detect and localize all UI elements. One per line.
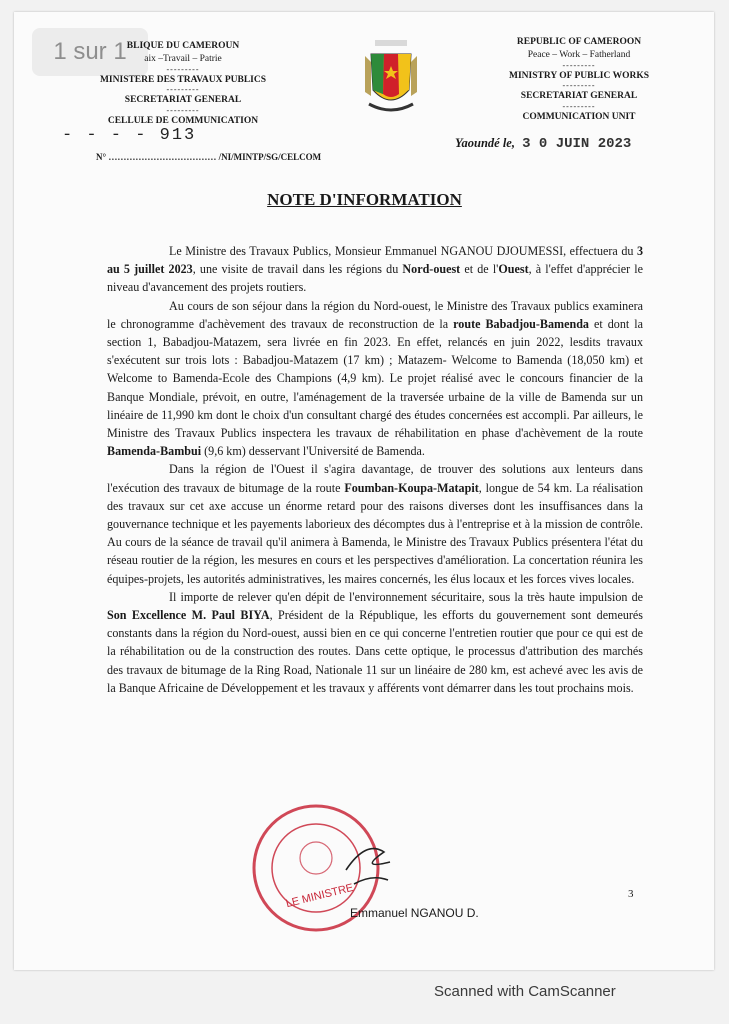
paragraph-2: Au cours de son séjour dans la région du Nord-ouest, le Ministre des Travaux publics examinera le chronogramme d'achèvement des travaux de reconstruction de la route Babadjou-Bamenda et dont la section 1, Babadjou-Matazem, sera livrée en fin 2023. En effet, relancés en juin 2022, lesdits travaux s'exécutent sur trois lots : Babadjou-Matazem (17 km) ; Matazem- Welcome to Bamenda (18,050 km) et Welcome to Bamenda-Ecole des Champions (4,9 km). Le projet réalisé avec le concours financier de la Banque Mondiale, prévoit, en outre, l'aménagement de la traversée urbaine de la ville de Bamenda sur un linéaire de 11,990 km dont le choix d'un consultant chargé des études concernées est accompli. Par ailleurs, le Ministre des Travaux Publics inspectera les travaux de réhabilitation en phase d'achèvement de la route Bamenda-Bambui (9,6 km) desservant l'Université de Bamenda. bbox=[107, 298, 643, 459]
reference-dots: ……………………………… bbox=[108, 152, 217, 162]
date-value: 3 0 JUIN 2023 bbox=[522, 136, 632, 152]
coat-of-arms-icon bbox=[355, 40, 427, 120]
date-line bbox=[455, 136, 631, 152]
header-right-republic: REPUBLIC OF CAMEROON bbox=[516, 37, 642, 47]
header-right-ministry: MINISTRY OF PUBLIC WORKS bbox=[509, 70, 649, 81]
page-indicator: 1 sur 1 bbox=[32, 28, 148, 76]
header-right-unit: COMMUNICATION UNIT bbox=[522, 112, 636, 123]
header-left-line2: aix –Travail – Patrie bbox=[144, 53, 222, 64]
header-left bbox=[88, 40, 278, 128]
document-body bbox=[107, 242, 643, 697]
date-place: Yaoundé le, bbox=[455, 136, 515, 150]
paragraph-4: Il importe de relever qu'en dépit de l'environnement sécuritaire, sous la très haute impulsion de Son Excellence M. Paul BIYA, Président de la République, les efforts du gouvernement sont demeurés constants dans la région du Nord-ouest, aussi bien en ce qui concerne l'entretien routier que pour ce qui est de la réhabilitation ou de la construction des routes. Dans cette optique, le processus d'attribution des marchés des travaux de bitumage de la Ring Road, Nationale 11 sur un linéaire de 280 km, est achevé avec les avis de la Banque Africaine de Développement et les travaux y afférents vont démarrer dans les tout prochains mois. bbox=[107, 589, 643, 695]
header-right-sep3: --------- bbox=[562, 102, 596, 112]
stamp-text: LE MINISTRE bbox=[284, 881, 355, 911]
header-left-sep2: --------- bbox=[166, 85, 200, 95]
reference-number: - - - - 913 bbox=[62, 126, 197, 145]
header-left-unit: CELLULE DE COMMUNICATION bbox=[107, 116, 259, 127]
reference-suffix: /NI/MINTP/SG/CELCOM bbox=[218, 152, 322, 162]
header-left-sep3: --------- bbox=[166, 106, 200, 116]
scanner-watermark: Scanned with CamScanner bbox=[434, 983, 616, 1000]
document-title: NOTE D'INFORMATION bbox=[267, 190, 462, 209]
reference-prefix: N° bbox=[96, 152, 107, 162]
signatory-name: Emmanuel NGANOU D. bbox=[350, 906, 479, 920]
header-right-motto: Peace – Work – Fatherland bbox=[527, 49, 631, 60]
header-left-secretariat: SECRETARIAT GENERAL bbox=[124, 95, 242, 106]
reference-line bbox=[96, 152, 321, 162]
paragraph-3: Dans la région de l'Ouest il s'agira davantage, de trouver des solutions aux lenteurs dans l'exécution des travaux de bitumage de la route Foumban-Koupa-Matapit, longue de 54 km. La réalisation des travaux sur cet axe accuse un énorme retard pour des raisons diverses dont les insuffisances dans la gouvernance technique et les payements laborieux des décomptes dus à l'entreprise et à la mission de contrôle. Au cours de la séance de travail qu'il animera à Bamenda, le Ministre des Travaux Publics présentera l'état du réseau routier de la région, les mesures en cours et les perspectives d'amélioration. La concertation réunira les équipes-projets, les autorités administratives, les maires concernés, les élus locaux et les forces vives locales. bbox=[107, 462, 643, 586]
header-right bbox=[494, 36, 664, 124]
header-right-sep1: --------- bbox=[562, 60, 596, 70]
header-left-ministry: MINISTERE DES TRAVAUX PUBLICS bbox=[99, 74, 267, 85]
header-left-sep1: --------- bbox=[166, 64, 200, 74]
page-number: 3 bbox=[628, 888, 634, 900]
header-right-secretariat: SECRETARIAT GENERAL bbox=[520, 91, 638, 102]
header-left-line1: BLIQUE DU CAMEROUN bbox=[126, 41, 240, 51]
paragraph-1: Le Ministre des Travaux Publics, Monsieur Emmanuel NGANOU DJOUMESSI, effectuera du 3 au 5 juillet 2023, une visite de travail dans les régions du Nord-ouest et de l'Ouest, à l'effet d'apprécier le niveau d'avancement des projets routiers. bbox=[107, 244, 644, 295]
header-right-sep2: --------- bbox=[562, 81, 596, 91]
